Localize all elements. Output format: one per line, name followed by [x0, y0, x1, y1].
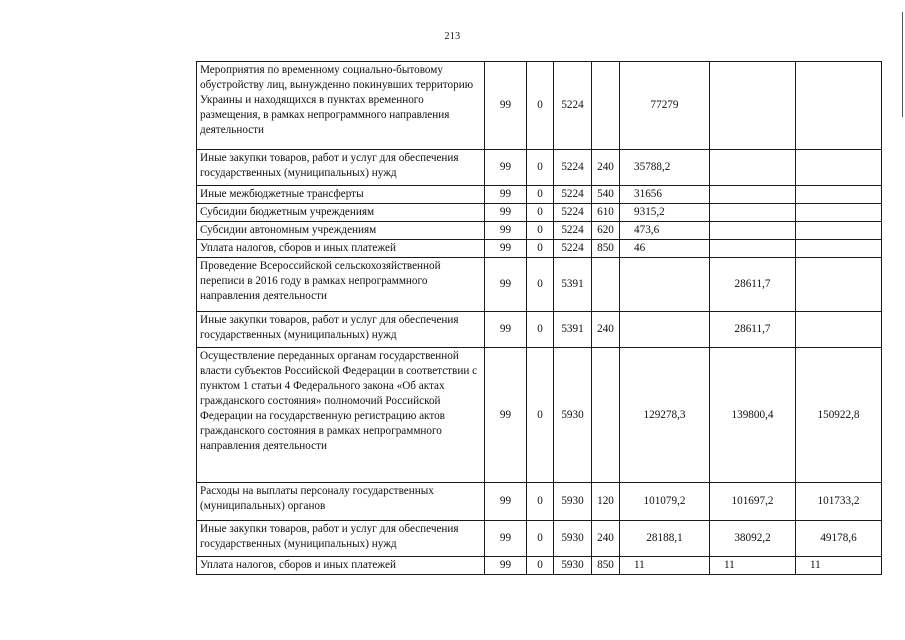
direction-code-cell: 5224: [554, 150, 592, 186]
direction-code-cell: 5930: [554, 483, 592, 521]
row-name-cell: Иные межбюджетные трансферты: [197, 186, 485, 204]
row-name-cell: Уплата налогов, сборов и иных платежей: [197, 240, 485, 258]
table-row: [197, 222, 882, 240]
program-code-cell: 99: [485, 150, 527, 186]
table-row: [197, 348, 882, 483]
expense-type-cell: [592, 348, 620, 483]
direction-code-cell: 5224: [554, 62, 592, 150]
direction-code-cell: 5930: [554, 557, 592, 575]
subprogram-code-cell: 0: [527, 521, 554, 557]
sum-2016-cell: 9315,2: [620, 204, 710, 222]
row-name-cell: Иные закупки товаров, работ и услуг для обеспечения государственных (муниципальных) нужд: [197, 150, 485, 186]
sum-2017-cell: [710, 240, 796, 258]
expense-type-cell: 240: [592, 312, 620, 348]
expense-type-cell: [592, 62, 620, 150]
table-row: [197, 204, 882, 222]
table-row: [197, 312, 882, 348]
program-code-cell: 99: [485, 62, 527, 150]
program-code-cell: 99: [485, 348, 527, 483]
sum-2016-cell: [620, 312, 710, 348]
sum-2018-cell: [796, 312, 882, 348]
sum-2017-cell: 28611,7: [710, 312, 796, 348]
sum-2017-cell: [710, 62, 796, 150]
subprogram-code-cell: 0: [527, 557, 554, 575]
direction-code-cell: 5930: [554, 521, 592, 557]
program-code-cell: 99: [485, 557, 527, 575]
expense-type-cell: 610: [592, 204, 620, 222]
table-row: [197, 258, 882, 312]
sum-2018-cell: 11: [796, 557, 882, 575]
row-name-cell: Субсидии бюджетным учреждениям: [197, 204, 485, 222]
sum-2018-cell: 49178,6: [796, 521, 882, 557]
expense-type-cell: 620: [592, 222, 620, 240]
program-code-cell: 99: [485, 204, 527, 222]
subprogram-code-cell: 0: [527, 483, 554, 521]
sum-2017-cell: 11: [710, 557, 796, 575]
row-name-cell: Иные закупки товаров, работ и услуг для обеспечения государственных (муниципальных) нужд: [197, 312, 485, 348]
table-row: [197, 557, 882, 575]
program-code-cell: 99: [485, 186, 527, 204]
direction-code-cell: 5930: [554, 348, 592, 483]
direction-code-cell: 5224: [554, 186, 592, 204]
expense-type-cell: 850: [592, 557, 620, 575]
sum-2017-cell: [710, 186, 796, 204]
sum-2018-cell: [796, 204, 882, 222]
expense-type-cell: [592, 258, 620, 312]
sum-2017-cell: 101697,2: [710, 483, 796, 521]
program-code-cell: 99: [485, 222, 527, 240]
budget-table: [196, 61, 882, 575]
table-row: [197, 483, 882, 521]
row-name-cell: Мероприятия по временному социально-бытовому обустройству лиц, вынужденно покинувших территорию Украины и находящихся в пунктах временного размещения, в рамках непрограммного направления деятельности: [197, 62, 485, 150]
row-name-cell: Проведение Всероссийской сельскохозяйственной переписи в 2016 году в рамках непрограммного направления деятельности: [197, 258, 485, 312]
subprogram-code-cell: 0: [527, 186, 554, 204]
sum-2016-cell: 129278,3: [620, 348, 710, 483]
sum-2016-cell: 28188,1: [620, 521, 710, 557]
row-name-cell: Субсидии автономным учреждениям: [197, 222, 485, 240]
row-name-cell: Иные закупки товаров, работ и услуг для обеспечения государственных (муниципальных) нужд: [197, 521, 485, 557]
subprogram-code-cell: 0: [527, 312, 554, 348]
page-number: 213: [444, 31, 461, 42]
table-row: [197, 150, 882, 186]
program-code-cell: 99: [485, 312, 527, 348]
program-code-cell: 99: [485, 521, 527, 557]
sum-2017-cell: 139800,4: [710, 348, 796, 483]
sum-2016-cell: 101079,2: [620, 483, 710, 521]
sum-2016-cell: 31656: [620, 186, 710, 204]
sum-2016-cell: 35788,2: [620, 150, 710, 186]
table-row: [197, 62, 882, 150]
row-name-cell: Осуществление переданных органам государственной власти субъектов Российской Федерации в соответствии с пунктом 1 статьи 4 Федерального закона «Об актах гражданского состояния» полномочий Российской Федерации на государственную регистрацию актов гражданского состояния в рамках непрограммного направления деятельности: [197, 348, 485, 483]
table-row: [197, 186, 882, 204]
sum-2018-cell: 101733,2: [796, 483, 882, 521]
subprogram-code-cell: 0: [527, 222, 554, 240]
direction-code-cell: 5224: [554, 204, 592, 222]
expense-type-cell: 120: [592, 483, 620, 521]
table-row: [197, 521, 882, 557]
program-code-cell: 99: [485, 258, 527, 312]
direction-code-cell: 5391: [554, 312, 592, 348]
subprogram-code-cell: 0: [527, 240, 554, 258]
sum-2018-cell: [796, 222, 882, 240]
row-name-cell: Уплата налогов, сборов и иных платежей: [197, 557, 485, 575]
sum-2017-cell: [710, 204, 796, 222]
expense-type-cell: 540: [592, 186, 620, 204]
sum-2016-cell: [620, 258, 710, 312]
expense-type-cell: 240: [592, 150, 620, 186]
sum-2017-cell: 38092,2: [710, 521, 796, 557]
expense-type-cell: 240: [592, 521, 620, 557]
program-code-cell: 99: [485, 483, 527, 521]
table-row: [197, 240, 882, 258]
scan-edge-line: [902, 12, 903, 117]
sum-2017-cell: [710, 150, 796, 186]
sum-2017-cell: 28611,7: [710, 258, 796, 312]
sum-2016-cell: 11: [620, 557, 710, 575]
sum-2016-cell: 77279: [620, 62, 710, 150]
subprogram-code-cell: 0: [527, 150, 554, 186]
subprogram-code-cell: 0: [527, 204, 554, 222]
subprogram-code-cell: 0: [527, 348, 554, 483]
sum-2018-cell: [796, 240, 882, 258]
expense-type-cell: 850: [592, 240, 620, 258]
direction-code-cell: 5224: [554, 222, 592, 240]
row-name-cell: Расходы на выплаты персоналу государственных (муниципальных) органов: [197, 483, 485, 521]
subprogram-code-cell: 0: [527, 258, 554, 312]
sum-2018-cell: [796, 62, 882, 150]
sum-2018-cell: 150922,8: [796, 348, 882, 483]
sum-2018-cell: [796, 150, 882, 186]
subprogram-code-cell: 0: [527, 62, 554, 150]
direction-code-cell: 5224: [554, 240, 592, 258]
sum-2018-cell: [796, 186, 882, 204]
sum-2016-cell: 473,6: [620, 222, 710, 240]
sum-2018-cell: [796, 258, 882, 312]
program-code-cell: 99: [485, 240, 527, 258]
sum-2017-cell: [710, 222, 796, 240]
sum-2016-cell: 46: [620, 240, 710, 258]
direction-code-cell: 5391: [554, 258, 592, 312]
